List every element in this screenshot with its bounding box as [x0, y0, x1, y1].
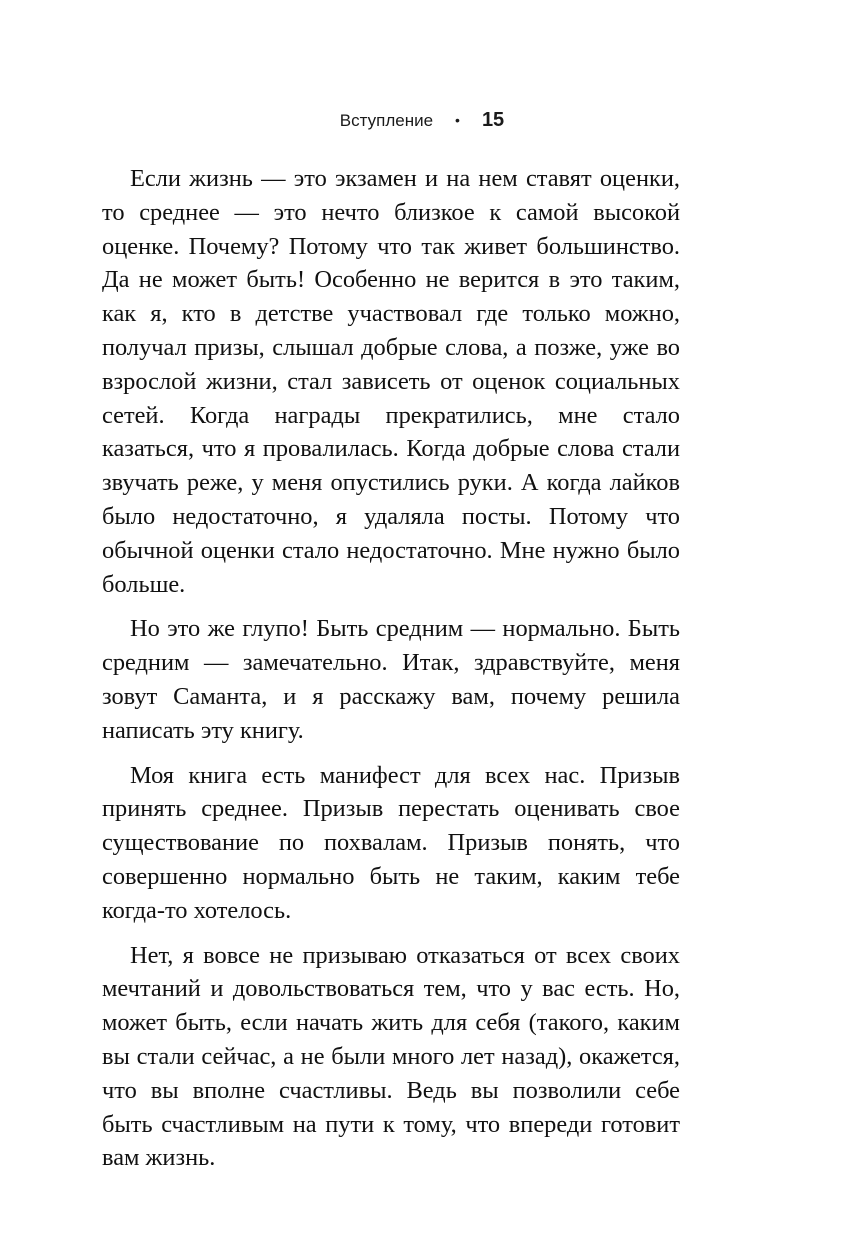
page-number: 15 [481, 109, 505, 131]
running-header [0, 106, 844, 135]
paragraph-1: Если жизнь — это экзамен и на нем ставят оценки, то среднее — это нечто близкое к самой высокой оценке. Почему? Потому что так живет большинство. Да не может быть! Особенно не верится в это таким, как я, кто в детстве участвовал где только можно, получал призы, слышал добрые слова, а позже, уже во взрослой жизни, стал зависеть от оценок социальных сетей. Когда награды прекратились, мне стало казаться, что я провалилась. Когда добрые слова стали звучать реже, у меня опустились руки. А когда лайков было недостаточно, я удаляла посты. Потому что обычной оценки стало недостаточно. Мне нужно было больше. [102, 165, 680, 598]
section-title: Вступление [339, 111, 434, 130]
body-text [102, 162, 680, 1186]
header-separator: • [455, 112, 460, 128]
paragraph-3: Моя книга есть манифест для всех нас. Призыв принять среднее. Призыв перестать оценивать свое существование по похвалам. Призыв понять, что совершенно нормально быть не таким, каким тебе когда-то хотелось. [102, 761, 680, 924]
paragraph-2: Но это же глупо! Быть средним — нормально. Быть средним — замечательно. Итак, здравствуйте, меня зовут Саманта, и я расскажу вам, почему решила написать эту книгу. [102, 615, 680, 744]
paragraph-4: Нет, я вовсе не призываю отказаться от всех своих мечтаний и довольствоваться тем, что у вас есть. Но, может быть, если начать жить для себя (такого, каким вы стали сейчас, а не были много лет назад), окажется, что вы вполне счастливы. Ведь вы позволили себе быть счастливым на пути к тому, что впереди готовит вам жизнь. [102, 941, 680, 1172]
